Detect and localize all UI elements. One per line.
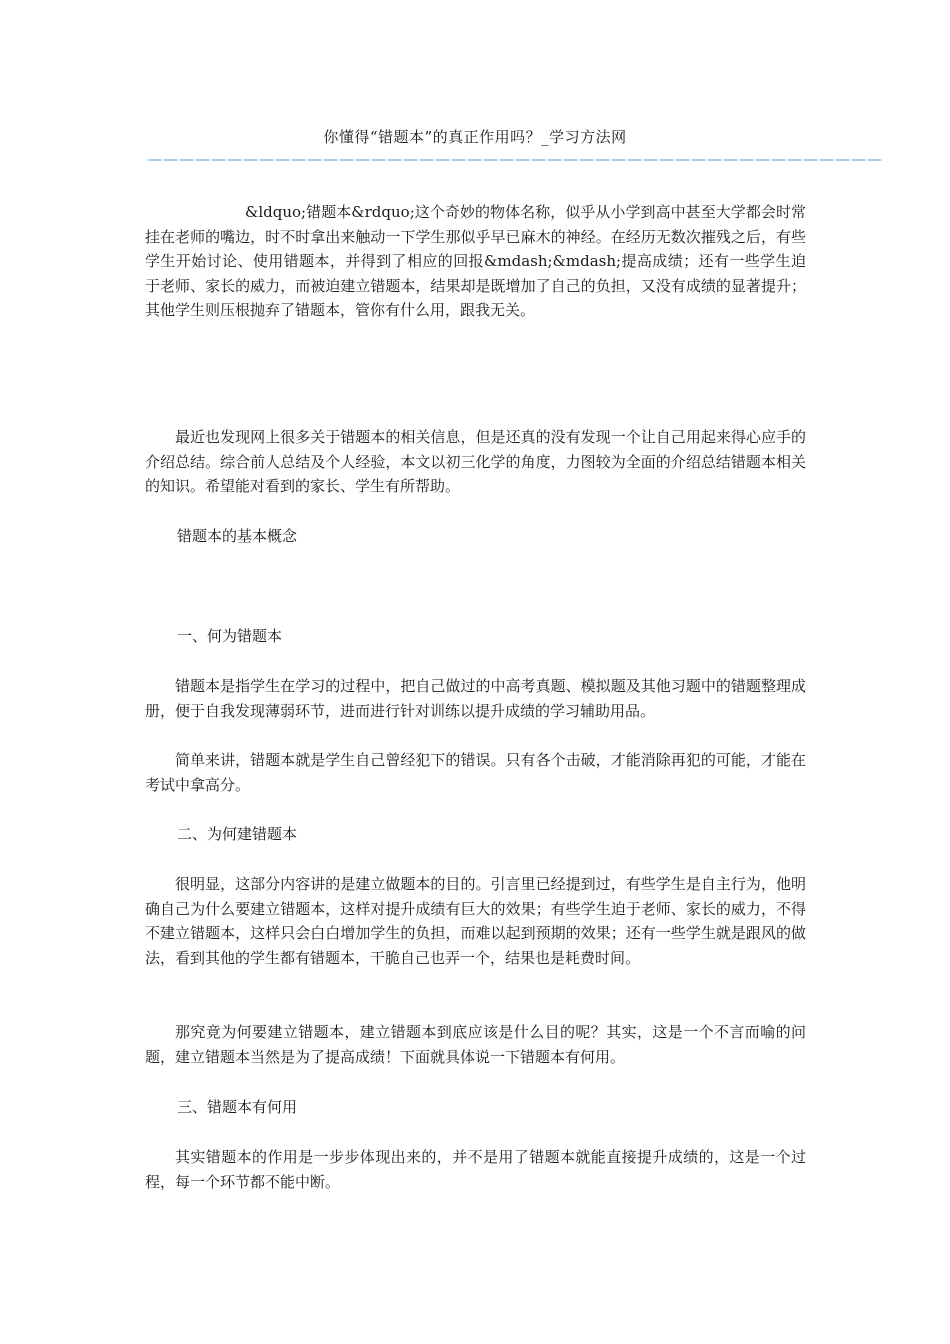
recent-info-paragraph: 最近也发现网上很多关于错题本的相关信息，但是还真的没有发现一个让自己用起来得心应手的介绍总结。综合前人总结及个人经验，本文以初三化学的角度，力图较为全面的介绍总结错题本相关的知识。希望能对看到的家长、学生有所帮助。 — [145, 428, 806, 495]
definition-paragraph: 错题本是指学生在学习的过程中，把自己做过的中高考真题、模拟题及其他习题中的错题整理成册，便于自我发现薄弱环节，进而进行针对训练以提升成绩的学习辅助用品。 — [145, 677, 806, 720]
use-paragraph: 其实错题本的作用是一步步体现出来的，并不是用了错题本就能直接提升成绩的，这是一个过程，每一个环节都不能中断。 — [145, 1148, 806, 1191]
intro-paragraph: &ldquo;错题本&rdquo;这个奇妙的物体名称，似乎从小学到高中甚至大学都会时常挂在老师的嘴边，时不时拿出来触动一下学生那似乎早已麻木的神经。在经历无数次摧残之后，有些学生开始讨论、使用错题本，并得到了相应的回报&mdash;&mdash;提高成绩；还有一些学生迫于老师、家长的威力，而被迫建立错题本，结果却是既增加了自己的负担，又没有成绩的显著提升；其他学生则压根抛弃了错题本，管你有什么用，跟我无关。 — [145, 203, 806, 319]
simple-explanation-paragraph: 简单来讲，错题本就是学生自己曾经犯下的错误。只有各个击破，才能消除再犯的可能，才能在考试中拿高分。 — [145, 751, 806, 794]
purpose-paragraph: 那究竟为何要建立错题本，建立错题本到底应该是什么目的呢？其实，这是一个不言而喻的问题，建立错题本当然是为了提高成绩！下面就具体说一下错题本有何用。 — [145, 1023, 806, 1066]
section-heading-concept: 错题本的基本概念 — [177, 527, 298, 545]
document-title: 你懂得“错题本”的真正作用吗？_学习方法网 — [323, 128, 627, 146]
section-heading-what: 一、何为错题本 — [177, 627, 283, 645]
title-divider: —————————————————————————————————————————————— — [147, 150, 883, 168]
why-paragraph: 很明显，这部分内容讲的是建立做题本的目的。引言里已经提到过，有些学生是自主行为，他明确自己为什么要建立错题本，这样对提升成绩有巨大的效果；有些学生迫于老师、家长的威力，不得不建立错题本，这样只会白白增加学生的负担，而难以起到预期的效果；还有一些学生就是跟风的做法，看到其他的学生都有错题本，干脆自己也弄一个，结果也是耗费时间。 — [145, 875, 806, 967]
section-heading-why: 二、为何建错题本 — [177, 825, 298, 843]
section-heading-use: 三、错题本有何用 — [177, 1098, 298, 1116]
